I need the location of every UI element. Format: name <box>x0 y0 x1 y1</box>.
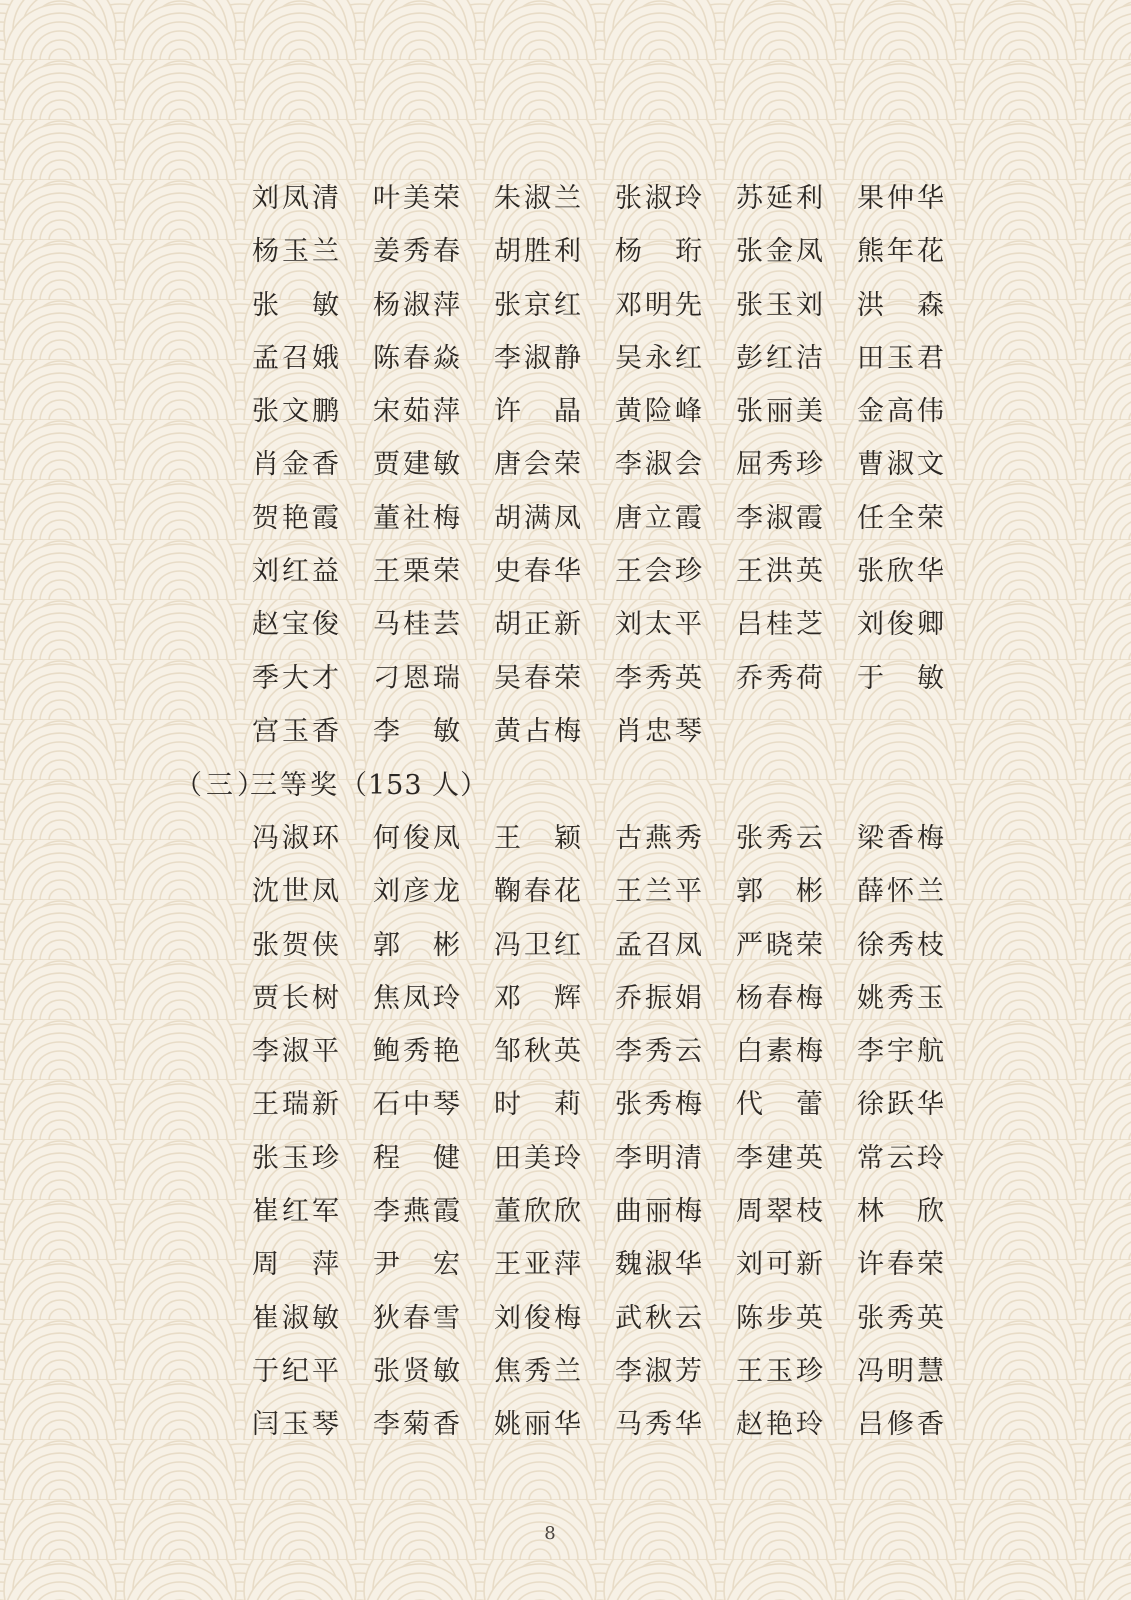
name-entry: 张丽美 <box>736 396 826 428</box>
name-entry: 白素梅 <box>736 1036 826 1068</box>
name-entry: 孟召凤 <box>615 929 705 961</box>
name-entry: 张玉刘 <box>736 289 826 321</box>
name-entry: 曲丽梅 <box>615 1196 705 1228</box>
name-entry: 周 萍 <box>252 1249 342 1281</box>
name-entry: 张秀云 <box>736 823 826 854</box>
name-entry: 吕桂芝 <box>736 609 826 641</box>
name-entry: 王栗荣 <box>373 556 463 588</box>
name-entry: 朱淑兰 <box>494 183 584 214</box>
name-entry: 张贺侠 <box>252 929 342 961</box>
name-entry: 时 莉 <box>494 1089 584 1121</box>
name-entry: 张秀英 <box>857 1302 947 1334</box>
name-entry: 李燕霞 <box>373 1196 463 1228</box>
name-entry: 吴永红 <box>615 342 705 374</box>
name-entry: 徐秀枝 <box>857 929 947 961</box>
name-entry: 严晓荣 <box>736 929 826 961</box>
section-count: （153 人） <box>340 770 489 801</box>
name-entry: 邓明先 <box>615 289 705 321</box>
name-entry: 唐立霞 <box>615 502 705 534</box>
name-entry: 王亚萍 <box>494 1249 584 1281</box>
name-entry: 周翠枝 <box>736 1196 826 1228</box>
name-entry: 姜秀春 <box>373 236 463 268</box>
name-entry: 孟召娥 <box>252 342 342 374</box>
name-entry: 王兰平 <box>615 876 705 908</box>
name-entry: 冯明慧 <box>857 1355 947 1387</box>
name-entry: 李明清 <box>615 1142 705 1174</box>
name-entry: 洪 森 <box>857 289 947 321</box>
name-entry: 王会珍 <box>615 556 705 588</box>
name-entry: 吴春荣 <box>494 662 584 694</box>
name-entry: 乔振娟 <box>615 982 705 1014</box>
name-entry: 李淑会 <box>615 449 705 481</box>
name-entry: 王瑞新 <box>252 1089 342 1121</box>
name-entry: 刘俊梅 <box>494 1302 584 1334</box>
name-entry: 唐会荣 <box>494 449 584 481</box>
name-entry: 田玉君 <box>857 342 947 374</box>
name-entry: 张玉珍 <box>252 1142 342 1174</box>
name-entry: 张贤敏 <box>373 1355 463 1387</box>
name-entry: 崔红军 <box>252 1196 342 1228</box>
name-entry: 黄占梅 <box>494 715 584 747</box>
name-entry: 刘俊卿 <box>857 609 947 641</box>
name-entry: 胡胜利 <box>494 236 584 268</box>
name-entry: 张 敏 <box>252 289 342 321</box>
name-entry: 胡满凤 <box>494 502 584 534</box>
name-entry: 鲍秀艳 <box>373 1036 463 1068</box>
name-entry: 田美玲 <box>494 1142 584 1174</box>
name-entry: 于 敏 <box>857 662 947 694</box>
name-entry: 李秀云 <box>615 1036 705 1068</box>
name-entry: 张淑玲 <box>615 183 705 214</box>
name-entry: 沈世凤 <box>252 876 342 908</box>
name-entry: 李淑静 <box>494 342 584 374</box>
name-entry: 焦秀兰 <box>494 1355 584 1387</box>
name-entry: 杨 珩 <box>615 236 705 268</box>
name-entry: 姚秀玉 <box>857 982 947 1014</box>
name-entry: 刘太平 <box>615 609 705 641</box>
name-entry: 邓 辉 <box>494 982 584 1014</box>
name-entry: 张金凤 <box>736 236 826 268</box>
name-entry: 刘凤清 <box>252 183 342 214</box>
name-entry: 果仲华 <box>857 183 947 214</box>
name-entry: 许春荣 <box>857 1249 947 1281</box>
name-entry: 李淑平 <box>252 1036 342 1068</box>
name-entry: 李 敏 <box>373 715 463 747</box>
name-entry: 苏延利 <box>736 183 826 214</box>
name-entry: 李宇航 <box>857 1036 947 1068</box>
name-entry: 董欣欣 <box>494 1196 584 1228</box>
name-entry: 张京红 <box>494 289 584 321</box>
name-entry: 曹淑文 <box>857 449 947 481</box>
name-entry: 赵宝俊 <box>252 609 342 641</box>
name-entry: 魏淑华 <box>615 1249 705 1281</box>
name-entry: 张文鹏 <box>252 396 342 428</box>
name-entry: 张欣华 <box>857 556 947 588</box>
name-list-continued <box>252 172 978 758</box>
name-entry: 程 健 <box>373 1142 463 1174</box>
name-entry: 郭 彬 <box>373 929 463 961</box>
name-entry: 乔秀荷 <box>736 662 826 694</box>
name-entry: 王洪英 <box>736 556 826 588</box>
name-entry: 叶美荣 <box>373 183 463 214</box>
name-entry: 王玉珍 <box>736 1355 826 1387</box>
name-entry: 何俊凤 <box>373 823 463 854</box>
name-entry: 古燕秀 <box>615 823 705 854</box>
name-entry: 徐跃华 <box>857 1089 947 1121</box>
name-entry: 肖忠琴 <box>615 715 705 747</box>
name-entry: 黄险峰 <box>615 396 705 428</box>
name-entry: 马桂芸 <box>373 609 463 641</box>
name-entry: 彭红洁 <box>736 342 826 374</box>
name-entry: 刘红益 <box>252 556 342 588</box>
name-entry: 鞠春花 <box>494 876 584 908</box>
name-entry: 刘彦龙 <box>373 876 463 908</box>
name-entry: 郭 彬 <box>736 876 826 908</box>
name-entry: 李淑霞 <box>736 502 826 534</box>
name-entry: 杨玉兰 <box>252 236 342 268</box>
name-entry: 季大才 <box>252 662 342 694</box>
name-entry: 宫玉香 <box>252 715 342 747</box>
name-entry: 梁香梅 <box>857 823 947 854</box>
name-entry: 杨淑萍 <box>373 289 463 321</box>
name-entry <box>857 705 978 758</box>
name-entry: 常云玲 <box>857 1142 947 1174</box>
name-list-third-prize <box>252 812 978 1452</box>
name-entry: 史春华 <box>494 556 584 588</box>
name-entry: 尹 宏 <box>373 1249 463 1281</box>
name-entry: 李秀英 <box>615 662 705 694</box>
name-entry: 贾长树 <box>252 982 342 1014</box>
name-entry: 李淑芳 <box>615 1355 705 1387</box>
name-entry: 许 晶 <box>494 396 584 428</box>
name-entry: 王 颖 <box>494 823 584 854</box>
name-entry: 董社梅 <box>373 502 463 534</box>
name-entry: 贾建敏 <box>373 449 463 481</box>
name-entry: 金高伟 <box>857 396 947 428</box>
name-entry: 杨春梅 <box>736 982 826 1014</box>
section-heading-third-prize <box>175 759 488 812</box>
name-entry: 狄春雪 <box>373 1302 463 1334</box>
name-entry: 冯淑环 <box>252 823 342 854</box>
name-entry: 刘可新 <box>736 1249 826 1281</box>
name-entry: 邹秋英 <box>494 1036 584 1068</box>
name-entry: 李建英 <box>736 1142 826 1174</box>
name-entry: 马秀华 <box>615 1409 705 1441</box>
name-entry: 贺艳霞 <box>252 502 342 534</box>
name-entry: 于纪平 <box>252 1355 342 1387</box>
section-number: （三） <box>175 770 268 801</box>
section-title: 三等奖 <box>250 770 340 801</box>
name-entry: 林 欣 <box>857 1196 947 1228</box>
name-entry: 宋茹萍 <box>373 396 463 428</box>
name-entry: 李菊香 <box>373 1409 463 1441</box>
name-entry: 肖金香 <box>252 449 342 481</box>
name-entry: 武秋云 <box>615 1302 705 1334</box>
name-entry: 冯卫红 <box>494 929 584 961</box>
name-entry: 闫玉琴 <box>252 1409 342 1441</box>
name-entry: 姚丽华 <box>494 1409 584 1441</box>
name-entry: 任全荣 <box>857 502 947 534</box>
name-entry <box>736 705 857 758</box>
name-entry: 张秀梅 <box>615 1089 705 1121</box>
name-entry: 石中琴 <box>373 1089 463 1121</box>
name-entry: 屈秀珍 <box>736 449 826 481</box>
name-entry: 刁恩瑞 <box>373 662 463 694</box>
name-entry: 陈步英 <box>736 1302 826 1334</box>
name-entry: 代 蕾 <box>736 1089 826 1121</box>
name-entry: 崔淑敏 <box>252 1302 342 1334</box>
name-entry: 焦凤玲 <box>373 982 463 1014</box>
name-entry: 赵艳玲 <box>736 1409 826 1441</box>
name-entry: 陈春焱 <box>373 342 463 374</box>
name-entry: 薛怀兰 <box>857 876 947 908</box>
name-entry: 熊年花 <box>857 236 947 268</box>
name-entry: 吕修香 <box>857 1409 947 1441</box>
page-number: 8 <box>544 1523 556 1544</box>
name-entry: 胡正新 <box>494 609 584 641</box>
